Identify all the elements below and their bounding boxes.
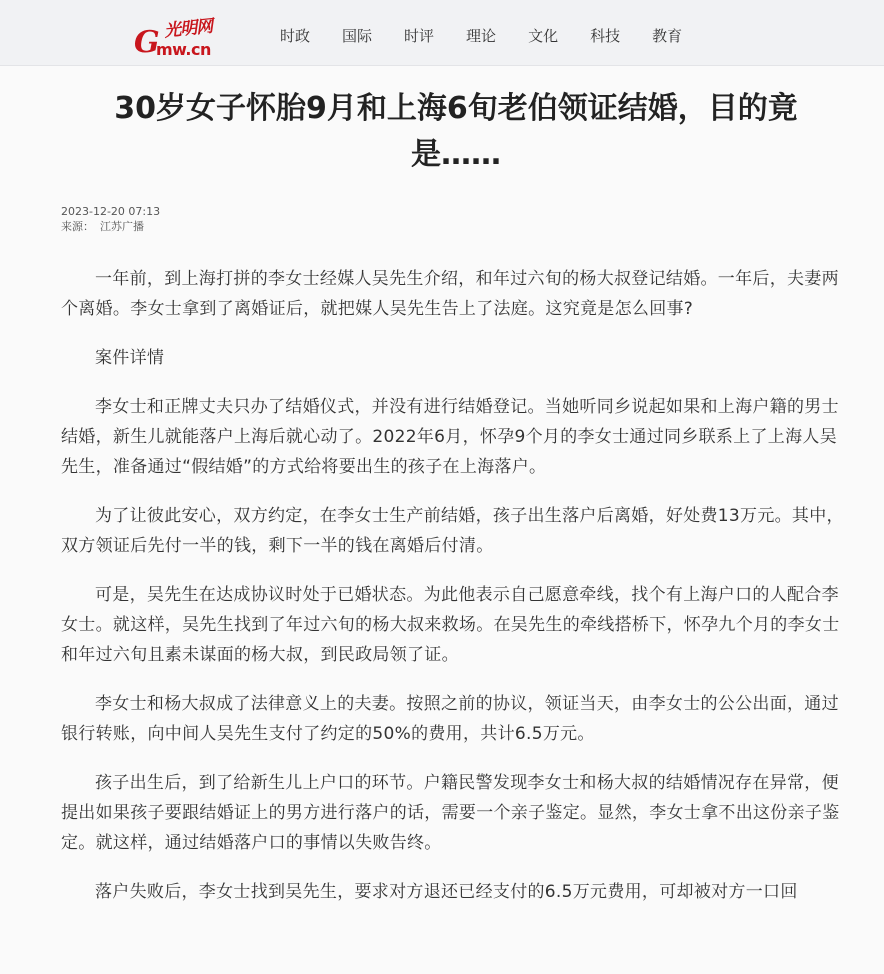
nav-item-commentary[interactable]: 时评 [404, 27, 435, 45]
source-line [61, 219, 851, 234]
source-label: 来源： [61, 220, 94, 233]
paragraph: 李女士和正牌丈夫只办了结婚仪式，并没有进行结婚登记。当她听同乡说起如果和上海户籍的男士结婚，新生儿就能落户上海后就心动了。2022年6月，怀孕9个月的李女士通过同乡联系上了上海人吴先生，准备通过“假结婚”的方式给将要出生的孩子在上海落户。 [61, 397, 839, 477]
nav-item-education[interactable]: 教育 [652, 27, 683, 45]
nav-item-culture[interactable]: 文化 [528, 27, 559, 45]
nav-item-theory[interactable]: 理论 [466, 27, 497, 45]
article-body [61, 264, 851, 907]
nav-item-politics[interactable]: 时政 [280, 27, 311, 45]
top-navigation-bar [0, 0, 884, 66]
nav-item-technology[interactable]: 科技 [590, 27, 621, 45]
article-title: 30岁女子怀胎9月和上海6旬老伯领证结婚，目的竟是…… [114, 91, 798, 172]
nav-item-international[interactable]: 国际 [342, 27, 373, 45]
paragraph: 孩子出生后，到了给新生儿上户口的环节。户籍民警发现李女士和杨大叔的结婚情况存在异常，便提出如果孩子要跟结婚证上的男方进行落户的话，需要一个亲子鉴定。显然，李女士拿不出这份亲子鉴定。就这样，通过结婚落户口的事情以失败告终。 [61, 773, 840, 853]
paragraph: 一年前，到上海打拼的李女士经媒人吴先生介绍，和年过六旬的杨大叔登记结婚。一年后，夫妻两个离婚。李女士拿到了离婚证后，就把媒人吴先生告上了法庭。这究竟是怎么回事? [61, 269, 839, 319]
article-meta [61, 204, 851, 234]
publish-date: 2023-12-20 07:13 [61, 205, 161, 218]
section-heading: 案件详情 [95, 348, 165, 368]
site-logo[interactable] [134, 14, 238, 60]
source-name: 江苏广播 [100, 220, 144, 233]
logo-script-text: 光明网 [163, 16, 214, 42]
paragraph: 李女士和杨大叔成了法律意义上的夫妻。按照之前的协议，领证当天，由李女士的公公出面，通过银行转账，向中间人吴先生支付了约定的50%的费用，共计6.5万元。 [61, 694, 839, 744]
logo-g-mark: G [134, 25, 160, 60]
paragraph: 可是，吴先生在达成协议时处于已婚状态。为此他表示自己愿意牵线，找个有上海户口的人配合李女士。就这样，吴先生找到了年过六旬的杨大叔来救场。在吴先生的牵线搭桥下，怀孕九个月的李女士和年过六旬且素未谋面的杨大叔，到民政局领了证。 [61, 585, 840, 665]
paragraph: 为了让彼此安心，双方约定，在李女士生产前结婚，孩子出生落户后离婚，好处费13万元。其中，双方领证后先付一半的钱，剩下一半的钱在离婚后付清。 [61, 506, 844, 556]
main-nav [280, 25, 714, 47]
article [61, 84, 851, 926]
logo-domain-text: mw.cn [156, 40, 211, 59]
paragraph: 落户失败后，李女士找到吴先生，要求对方退还已经支付的6.5万元费用，可却被对方一口回 [95, 882, 798, 902]
